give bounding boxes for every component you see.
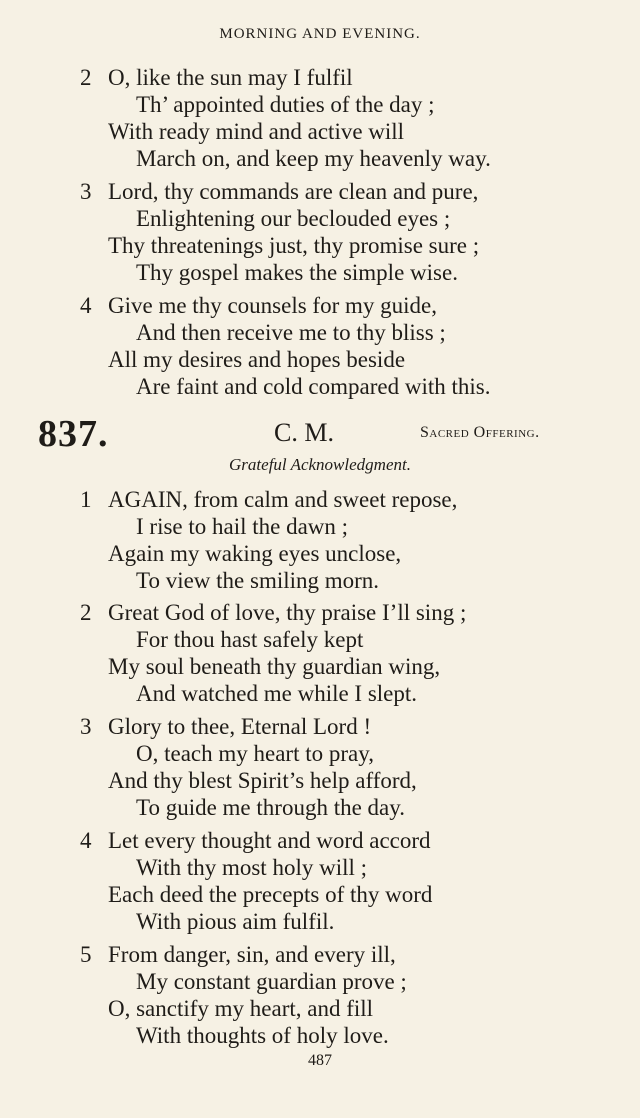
verse-line: With ready mind and active will	[108, 119, 405, 144]
stanza-number: 2	[80, 65, 92, 90]
verse-line: O, teach my heart to pray,	[136, 741, 374, 766]
verse-line: For thou hast safely kept	[136, 627, 364, 652]
stanza-number: 3	[80, 179, 92, 204]
verse-line: From danger, sin, and every ill,	[108, 942, 396, 967]
prev-stanza-2	[0, 64, 640, 172]
prev-stanza-4	[0, 292, 640, 400]
verse-line: And thy blest Spirit’s help afford,	[108, 768, 417, 793]
page-number: 487	[308, 1052, 332, 1069]
tune-name: Sacred Offering.	[420, 424, 540, 441]
verse-line: Thy threatenings just, thy promise sure ;	[108, 233, 480, 258]
stanza-5	[0, 941, 640, 1049]
verse-line: Glory to thee, Eternal Lord !	[108, 714, 372, 739]
verse-line: Th’ appointed duties of the day ;	[136, 92, 435, 117]
verse-line: Lord, thy commands are clean and pure,	[108, 179, 479, 204]
verse-line: And then receive me to thy bliss ;	[136, 320, 446, 345]
stanza-3	[0, 713, 640, 821]
verse-line: March on, and keep my heavenly way.	[136, 146, 491, 171]
verse-line: I rise to hail the dawn ;	[136, 514, 349, 539]
stanza-number: 2	[80, 600, 92, 625]
hymn-subtitle: Grateful Acknowledgment.	[229, 455, 411, 474]
verse-line: To guide me through the day.	[136, 795, 406, 820]
verse-line: And watched me while I slept.	[136, 681, 418, 706]
verse-line: To view the smiling morn.	[136, 568, 380, 593]
prev-stanza-3	[0, 178, 640, 286]
verse-line: Thy gospel makes the simple wise.	[136, 260, 458, 285]
stanza-number: 1	[80, 487, 92, 512]
verse-line: Give me thy counsels for my guide,	[108, 293, 437, 318]
verse-line: Great God of love, thy praise I’ll sing ;	[108, 600, 467, 625]
verse-line: All my desires and hopes beside	[108, 347, 406, 372]
hymn-number: 837.	[38, 413, 109, 455]
verse-line: Are faint and cold compared with this.	[136, 374, 491, 399]
verse-line: With thoughts of holy love.	[136, 1023, 389, 1048]
running-head: MORNING AND EVENING.	[219, 26, 421, 42]
stanza-2	[0, 599, 640, 707]
verse-line: Enlightening our beclouded eyes ;	[136, 206, 451, 231]
verse-line: O, sanctify my heart, and fill	[108, 996, 374, 1021]
verse-line: AGAIN, from calm and sweet repose,	[108, 487, 458, 512]
hymn-meter: C. M.	[274, 418, 334, 447]
verse-line: With thy most holy will ;	[136, 855, 367, 880]
stanza-number: 4	[80, 828, 92, 853]
verse-line: My soul beneath thy guardian wing,	[108, 654, 441, 679]
stanza-4	[0, 827, 640, 935]
stanza-number: 3	[80, 714, 92, 739]
verse-line: With pious aim fulfil.	[136, 909, 335, 934]
stanza-1	[0, 486, 640, 594]
stanza-number: 4	[80, 293, 92, 318]
verse-line: Again my waking eyes unclose,	[108, 541, 402, 566]
verse-line: O, like the sun may I fulfil	[108, 65, 353, 90]
verse-line: Let every thought and word accord	[108, 828, 431, 853]
verse-line: Each deed the precepts of thy word	[108, 882, 433, 907]
verse-line: My constant guardian prove ;	[136, 969, 407, 994]
stanza-number: 5	[80, 942, 92, 967]
